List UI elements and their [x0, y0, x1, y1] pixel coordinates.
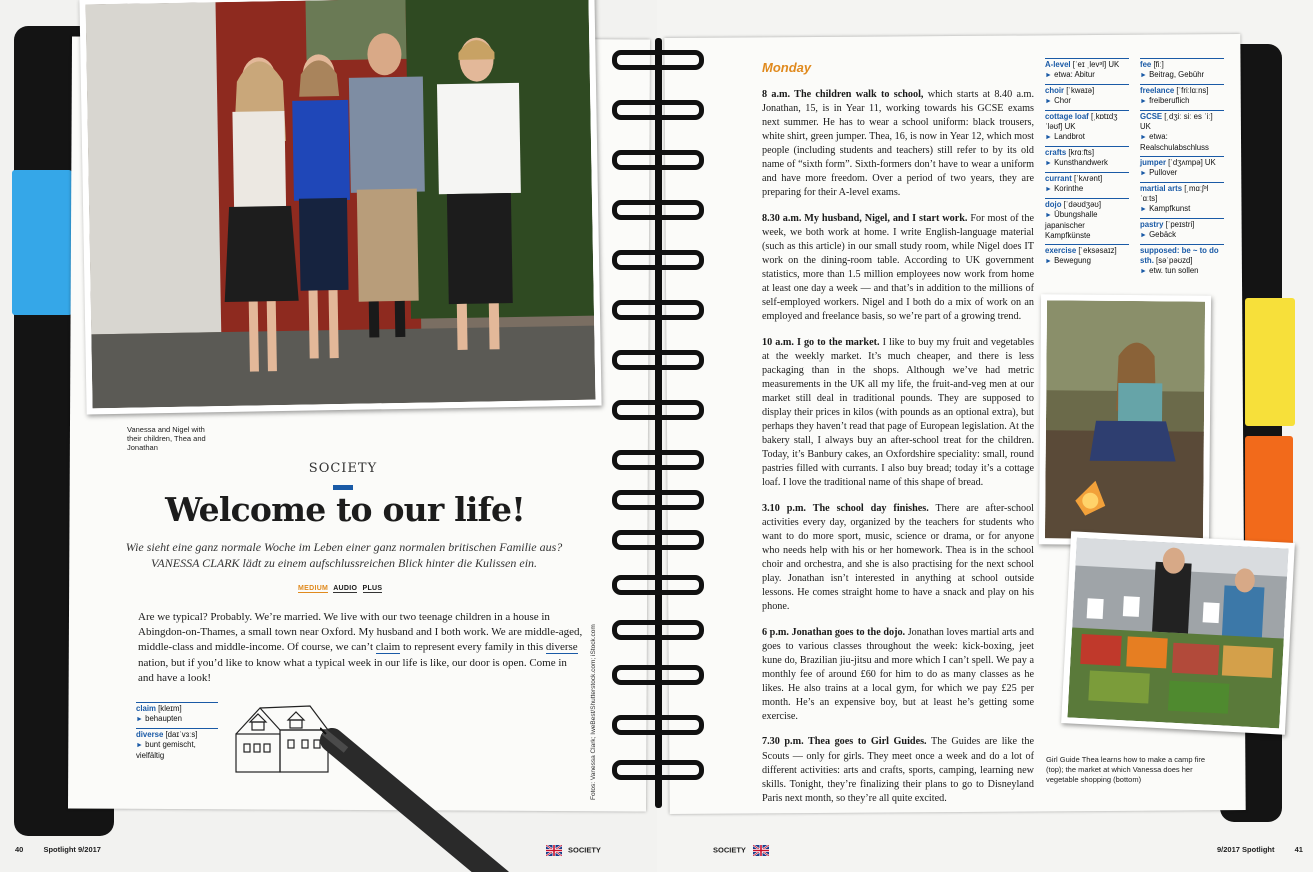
arrow-icon: ► [1045, 258, 1052, 265]
article-body [762, 88, 1034, 817]
paragraph-text: which starts at 8.40 a.m. Jonathan, 15, is in Year 11, working towards his GCSE exams next summer. He has to wear a school uniform: black trousers, white shirt, green jumper. Thea, 16, is now in Year 12, which most people (including students and teachers) still refer to by its old name of “sixth form”. Sixth-formers don’t have to wear a uniform and have more freedom. Over a period of two years, they are preparing for their A-level exams. [762, 89, 1034, 199]
schedule-paragraph [762, 626, 1034, 724]
glossary-entry [136, 728, 218, 764]
arrow-icon: ► [1045, 72, 1052, 79]
paragraph-text: I like to buy my fruit and vegetables at the weekly market. It’s much cheaper, and there is less packaging than in the shops. Although we’ve had metric measurements in the UK all my life, the fruit-and-veg men at our market still deal in traditional pounds. They are supposed to display their prices in kilos (with pounds as an optional extra), but perhaps they haven’t read that page of European legislation. At the bakery stall, I always buy an after-school treat for the children. Today, it’s Banbury cakes, an Oxfordshire speciality: small, round pastries filled with currants. I also buy bread; today it’s a cottage loaf. I love the traditional name of this shape of bread. [762, 336, 1034, 489]
paragraph-lead: 6 p.m. Jonathan goes to the dojo. [762, 626, 906, 638]
glossary-term: jumper [1140, 158, 1166, 167]
glossary-left [136, 702, 218, 764]
folio-right [1217, 845, 1303, 854]
arrow-icon: ► [1045, 98, 1052, 105]
arrow-icon: ► [1140, 268, 1147, 275]
paragraph-lead: 3.10 p.m. The school day finishes. [762, 502, 929, 514]
glossary-pronunciation: [ˈfriːlɑːns] [1176, 86, 1209, 95]
glossary-term: dojo [1045, 200, 1062, 209]
arrow-icon: ► [1140, 98, 1147, 105]
paragraph-text: Jonathan loves martial arts and goes to various classes throughout the week: kick-boxing, jeet kune do, Brazilian jiu-jitsu and more which I can’t spell. We pay a monthly fee of around £60 for him to do as many classes as he likes. He also trains at a local gym, for which we pay £25 per month. He’s an expensive boy, but at least he’s getting some exercise. [762, 626, 1034, 722]
glossary-entry [1140, 244, 1224, 280]
glossary-meaning: Übungshalle japanischer Kampfkünste [1045, 210, 1098, 240]
pen-icon [320, 720, 520, 872]
spiral-ring [612, 530, 704, 550]
glossary-pronunciation: [ˈkwaɪə] [1066, 86, 1095, 95]
family-photo [79, 0, 601, 414]
market-photo-illustration [1067, 538, 1288, 729]
campfire-photo-illustration [1045, 300, 1205, 539]
schedule-paragraph [762, 336, 1034, 491]
spiral-ring [612, 100, 704, 120]
glossary-pronunciation: [ˈdəʊdʒəʊ] [1063, 200, 1102, 209]
level-badges [298, 585, 385, 592]
arrow-icon: ► [136, 716, 143, 723]
glossary-term: A-level [1045, 60, 1071, 69]
glossary-entry [1045, 110, 1129, 146]
tab-yellow [1245, 298, 1295, 426]
paragraph-lead: 10 a.m. I go to the market. [762, 336, 880, 348]
level-audio: AUDIO [333, 585, 358, 592]
glossary-meaning: Kunsthandwerk [1054, 158, 1108, 167]
issue-label: 9/2017 Spotlight [1217, 845, 1275, 854]
glossary-pronunciation: [ˈeɪ ˌlevᵊl] UK [1072, 60, 1120, 69]
glossary-pronunciation: [ˈdʒʌmpə] UK [1168, 158, 1216, 167]
spiral-ring [612, 350, 704, 370]
level-plus: PLUS [362, 585, 383, 592]
house-sketch-icon [232, 700, 332, 775]
glossary-term: pastry [1140, 220, 1164, 229]
glossary-term: fee [1140, 60, 1152, 69]
glossary-entry [1140, 156, 1224, 182]
family-photo-caption: Vanessa and Nigel with their children, Thea and Jonathan [127, 425, 206, 452]
glossary-entry [1140, 84, 1224, 110]
glossary-pronunciation: [fiː] [1153, 60, 1164, 69]
glossary-entry [1045, 146, 1129, 172]
article-headline: Welcome to our life! [165, 490, 525, 529]
arrow-icon: ► [1045, 212, 1052, 219]
day-heading: Monday [762, 60, 812, 75]
glossary-pronunciation: [krɑːfts] [1068, 148, 1094, 157]
glossary-meaning: freiberuflich [1149, 96, 1190, 105]
glossary-meaning: Korinthe [1054, 184, 1084, 193]
folio-right-section [713, 845, 775, 856]
glossary-term: GCSE [1140, 112, 1163, 121]
family-photo-illustration [86, 0, 596, 408]
glossary-meaning: Chor [1054, 96, 1072, 105]
glossary-entry [1140, 182, 1224, 218]
section-label: SOCIETY [713, 845, 746, 855]
photo-credit: Fotos: Vanessa Clark; IweBest/Shutterstock.com; iStock.com [590, 624, 597, 800]
spiral-ring [612, 300, 704, 320]
glossary-entry [1045, 244, 1129, 270]
glossary-entry [1140, 110, 1224, 156]
glossary-entry [1045, 198, 1129, 244]
glossary-pronunciation: [ˌdʒiː siː es ˈiː] UK [1140, 112, 1213, 131]
glossary-meaning: Beitrag, Gebühr [1149, 70, 1205, 79]
glossary-meaning: Pullover [1149, 168, 1178, 177]
tab-blue [12, 170, 72, 315]
glossary-pronunciation: [daɪˈvɜːs] [165, 730, 198, 739]
arrow-icon: ► [1140, 72, 1147, 79]
issue-label: Spotlight 9/2017 [43, 845, 101, 854]
glossary-meaning: Landbrot [1054, 132, 1085, 141]
schedule-paragraph [762, 502, 1034, 614]
glossary-meaning: etwa: Abitur [1054, 70, 1095, 79]
spiral-ring [612, 450, 704, 470]
arrow-icon: ► [1045, 134, 1052, 141]
section-label: SOCIETY [568, 845, 601, 855]
glossary-pronunciation: [ˈkʌrənt] [1074, 174, 1103, 183]
arrow-icon: ► [136, 742, 143, 749]
glossary-term: claim [136, 704, 156, 713]
level-medium: MEDIUM [298, 585, 329, 592]
arrow-icon: ► [1140, 206, 1147, 213]
union-jack-icon [753, 845, 769, 856]
glossary-pronunciation: [ˌkɒtɪdʒ ˈləʊf] UK [1045, 112, 1118, 131]
glossary-pronunciation: [kleɪm] [158, 704, 182, 713]
glossary-meaning: etw. tun sollen [1149, 266, 1199, 275]
spiral-ring [612, 620, 704, 640]
glossary-meaning: Bewegung [1054, 256, 1091, 265]
right-photo-caption: Girl Guide Thea learns how to make a camp fire (top); the market at which Vanessa does her vegetable shopping (bottom) [1046, 755, 1206, 784]
glossary-term: martial arts [1140, 184, 1183, 193]
glossary-term: diverse [136, 730, 164, 739]
glossary-meaning: Kampfkunst [1149, 204, 1191, 213]
gloss-word-diverse: diverse [545, 641, 578, 654]
glossary-entry [1045, 172, 1129, 198]
glossary-pronunciation: [ˈeksəsaɪz] [1078, 246, 1117, 255]
glossary-meaning: Gebäck [1149, 230, 1176, 239]
glossary-meaning: etwa: Realschulabschluss [1140, 132, 1209, 152]
glossary-term: cottage loaf [1045, 112, 1089, 121]
folio-left [15, 845, 101, 854]
glossary-entry [136, 702, 218, 728]
glossary-entry [1140, 58, 1224, 84]
glossary-meaning: bunt gemischt, vielfältig [136, 740, 196, 760]
spiral-ring [612, 150, 704, 170]
paragraph-text: There are after-school activities every day, organized by the teachers for students who want to do more sport, music, science or drama, or for anyone who needs help with his or her homework. Thea is in the school choir and orchestra, and she is also practising for the next school play. Jonathan isn’t interested in anything at school outside lessons. He comes straight home to have a snack and play on his phone. [762, 502, 1035, 613]
spiral-ring [612, 250, 704, 270]
section-kicker: SOCIETY [308, 461, 378, 476]
glossary-term: exercise [1045, 246, 1077, 255]
glossary-right-column-1 [1045, 58, 1129, 270]
spiral-ring [612, 490, 704, 510]
page-number: 41 [1294, 845, 1303, 854]
spiral-ring [612, 200, 704, 220]
article-standfirst: Wie sieht eine ganz normale Woche im Leben einer ganz normalen britischen Familie aus? VANESSA CLARK lädt zu einem aufschlussreichen Blick hinter die Kulissen ein. [125, 540, 563, 570]
glossary-pronunciation: [səˈpəʊzd] [1156, 256, 1193, 265]
paragraph-text: The Guides are like the Scouts — only for girls. They meet once a week and do a lot of different activities: arts and crafts, sports, camping, learning new skills. Tonight, they’re finalizing their plans to go to Disneyland Paris next month, so they’re all quite excited. [762, 736, 1034, 804]
paragraph-lead: 8.30 a.m. My husband, Nigel, and I start work. [762, 212, 968, 224]
glossary-pronunciation: [ˈpeɪstri] [1165, 220, 1195, 229]
glossary-term: crafts [1045, 148, 1067, 157]
page-number: 40 [15, 845, 24, 854]
paragraph-lead: 7.30 p.m. Thea goes to Girl Guides. [762, 736, 927, 748]
glossary-entry [1140, 218, 1224, 244]
schedule-paragraph [762, 88, 1034, 200]
arrow-icon: ► [1140, 232, 1147, 239]
schedule-paragraph [762, 735, 1034, 805]
glossary-meaning: behaupten [145, 714, 182, 723]
folio-left-section [546, 845, 601, 856]
union-jack-icon [546, 845, 562, 856]
arrow-icon: ► [1045, 160, 1052, 167]
gloss-word-claim: claim [375, 641, 401, 654]
arrow-icon: ► [1140, 170, 1147, 177]
spiral-ring [612, 665, 704, 685]
intro-paragraph [138, 610, 584, 686]
market-photo [1061, 531, 1295, 734]
spiral-ring [612, 715, 704, 735]
glossary-right-column-2 [1140, 58, 1224, 280]
arrow-icon: ► [1045, 186, 1052, 193]
glossary-entry [1045, 84, 1129, 110]
glossary-term: freelance [1140, 86, 1175, 95]
intro-text-2: to represent every family in this [400, 641, 546, 654]
glossary-term: choir [1045, 86, 1065, 95]
arrow-icon: ► [1140, 134, 1147, 141]
glossary-entry [1045, 58, 1129, 84]
schedule-paragraph [762, 212, 1034, 324]
paragraph-lead: 8 a.m. The children walk to school, [762, 89, 924, 100]
glossary-term: currant [1045, 174, 1072, 183]
spiral-ring [612, 400, 704, 420]
glossary-term: supposed: be ~ to do sth. [1140, 246, 1219, 265]
intro-text-1: Are we typical? Probably. We’re married. We live with our two teenage children in a house in Abingdon-on-Thames, a small town near Oxford. My husband and I both work. We are middle-aged, middle-class and middle-income. Of course, we can’t [138, 611, 583, 654]
campfire-photo [1039, 294, 1211, 545]
spiral-ring [612, 575, 704, 595]
intro-text-3: nation, but if you’d like to know what a typical week in our life is like, our door is open. Come in and have a look! [138, 656, 567, 684]
spiral-ring [612, 50, 704, 70]
glossary-pronunciation: [ˌmɑːʃᵊl ˈɑːts] [1140, 184, 1209, 203]
spiral-ring [612, 760, 704, 780]
paragraph-text: For most of the week, we both work at home. I write English-language material (such as this article) in our small study room, while Nigel does IT work on the dining-room table. According to UK government statistics, more than 1.5 million employees now work from home at least one day a week — and that’s in addition to the millions of self-employed workers. Nigel and I both do a mix of work on an employed and freelance basis, so we’re part of a growing trend. [762, 212, 1034, 323]
